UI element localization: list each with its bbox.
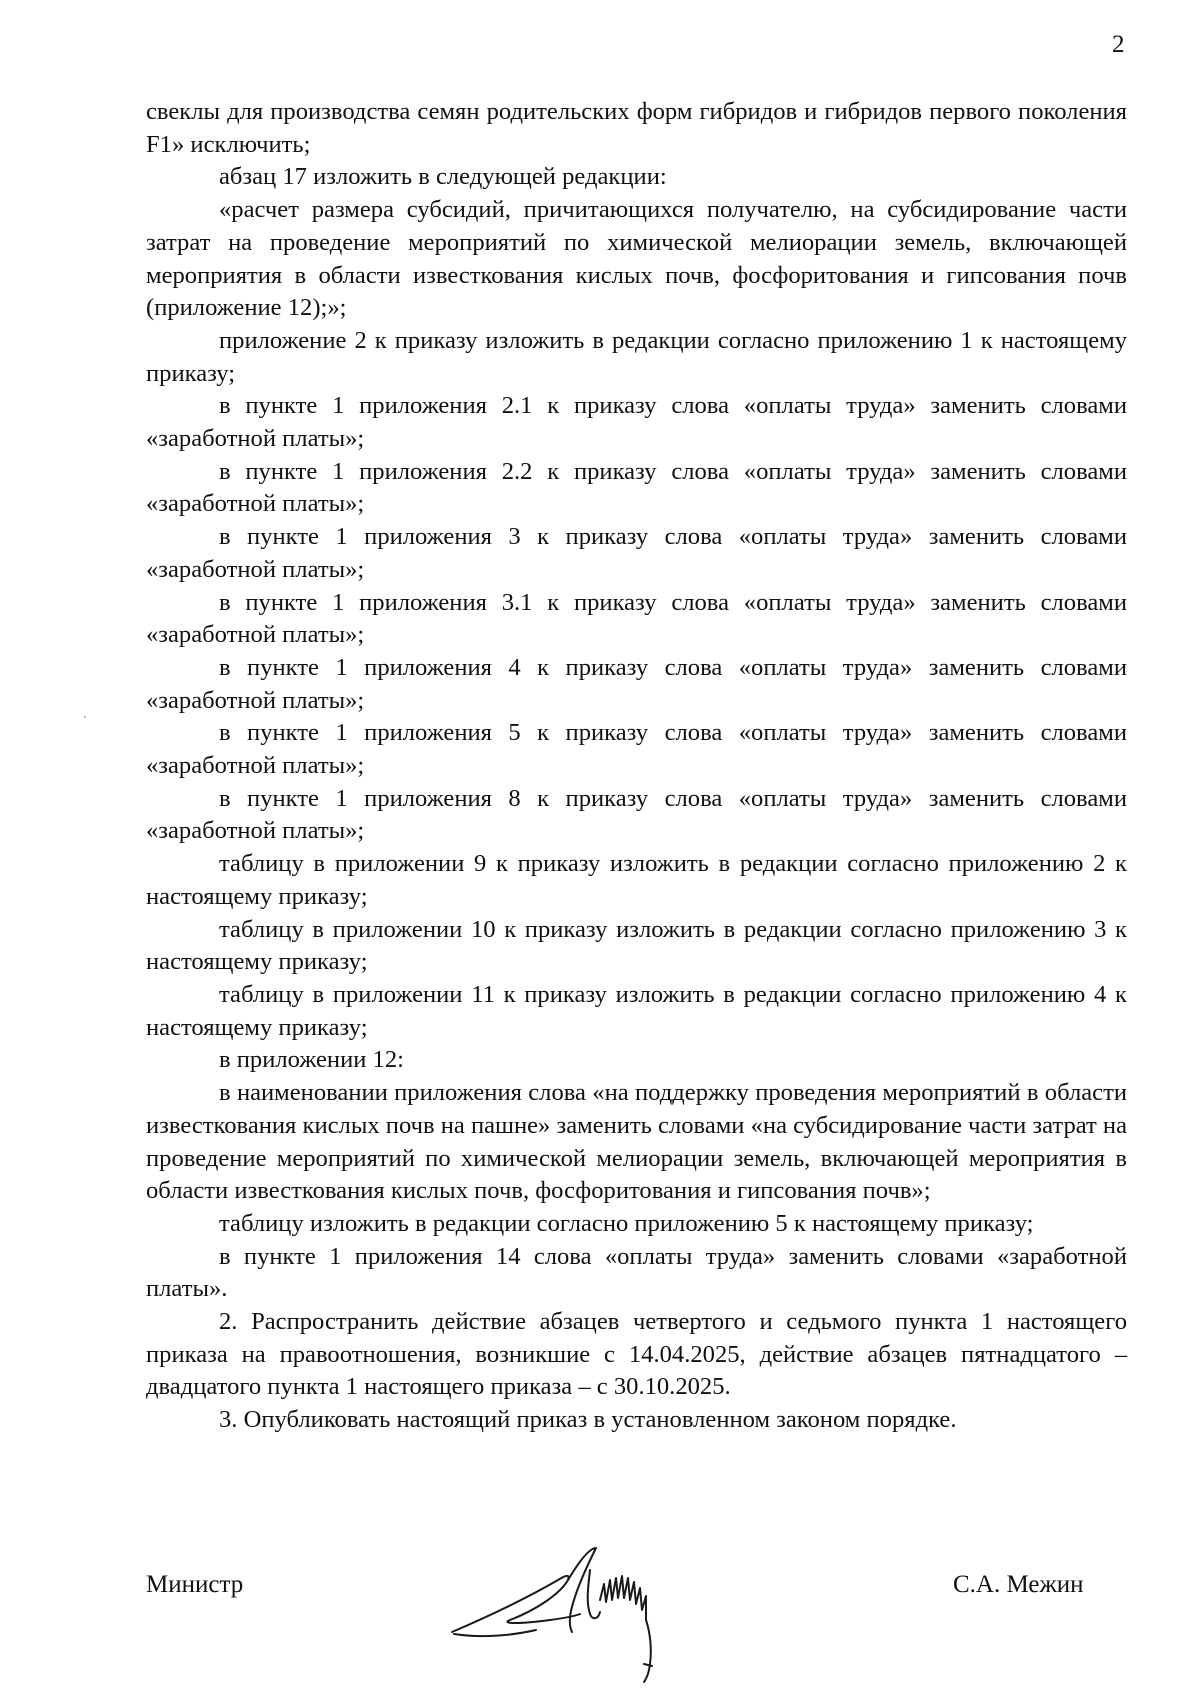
paragraph: в наименовании приложения слова «на поддержку проведения мероприятий в области известкования кислых почв на пашне» заменить словами «на субсидирование части затрат на проведение мероприятий по химической мелиорации земель, включающей мероприятия в области известкования кислых почв, фосфоритования и гипсования почв»;: [146, 1079, 1127, 1205]
paragraph: в пункте 1 приложения 3 к приказу слова «оплаты труда» заменить словами «заработной платы»;: [146, 523, 1127, 583]
signatory-title: Министр: [146, 1571, 244, 1598]
paragraph: «расчет размера субсидий, причитающихся получателю, на субсидирование части затрат на проведение мероприятий по химической мелиорации земель, включающей мероприятия в области известкования кислых почв, фосфоритования и гипсования почв (приложение 12);»;: [146, 196, 1127, 322]
paragraph-item-3: 3. Опубликовать настоящий приказ в установленном законом порядке.: [219, 1406, 957, 1434]
paragraph: в пункте 1 приложения 5 к приказу слова «оплаты труда» заменить словами «заработной платы»;: [146, 719, 1127, 780]
paragraph: в пункте 1 приложения 14 слова «оплаты труда» заменить словами «заработной платы».: [146, 1242, 1127, 1303]
handwritten-signature: [440, 1540, 700, 1690]
paragraph: в приложении 12:: [219, 1046, 404, 1074]
paragraph: в пункте 1 приложения 8 к приказу слова «оплаты труда» заменить словами «заработной платы»;: [146, 784, 1127, 845]
paragraph: в пункте 1 приложения 2.1 к приказу слова «оплаты труда» заменить словами «заработной платы»;: [146, 392, 1127, 453]
paragraph: таблицу в приложении 11 к приказу изложить в редакции согласно приложению 4 к настоящему приказу;: [146, 980, 1127, 1041]
document-body: [146, 96, 1127, 1437]
paragraph: абзац 17 изложить в следующей редакции:: [219, 163, 667, 191]
paragraph-continuation: свеклы для производства семян родительских форм гибридов и гибридов первого поколения F1» исключить;: [146, 98, 1127, 158]
paragraph: таблицу изложить в редакции согласно приложению 5 к настоящему приказу;: [219, 1209, 1034, 1237]
paragraph: приложение 2 к приказу изложить в редакции согласно приложению 1 к настоящему приказу;: [146, 326, 1127, 387]
paragraph: в пункте 1 приложения 3.1 к приказу слова «оплаты труда» заменить словами «заработной платы»;: [146, 588, 1127, 649]
paragraph: в пункте 1 приложения 4 к приказу слова «оплаты труда» заменить словами «заработной платы»;: [146, 653, 1127, 714]
paragraph: в пункте 1 приложения 2.2 к приказу слова «оплаты труда» заменить словами «заработной платы»;: [146, 457, 1127, 518]
scan-speck: [84, 716, 86, 718]
signature-block: [0, 1540, 1200, 1690]
paragraph: таблицу в приложении 9 к приказу изложить в редакции согласно приложению 2 к настоящему приказу;: [146, 850, 1127, 910]
signatory-name: С.А. Межин: [953, 1571, 1084, 1598]
paragraph-item-2: 2. Распространить действие абзацев четвертого и седьмого пункта 1 настоящего приказа на правоотношения, возникшие с 14.04.2025, действие абзацев пятнадцатого – двадцатого пункта 1 настоящего приказа – с 30.10.2025.: [146, 1308, 1127, 1401]
paragraph: таблицу в приложении 10 к приказу изложить в редакции согласно приложению 3 к настоящему приказу;: [146, 915, 1127, 976]
page-number: 2: [1112, 31, 1125, 58]
